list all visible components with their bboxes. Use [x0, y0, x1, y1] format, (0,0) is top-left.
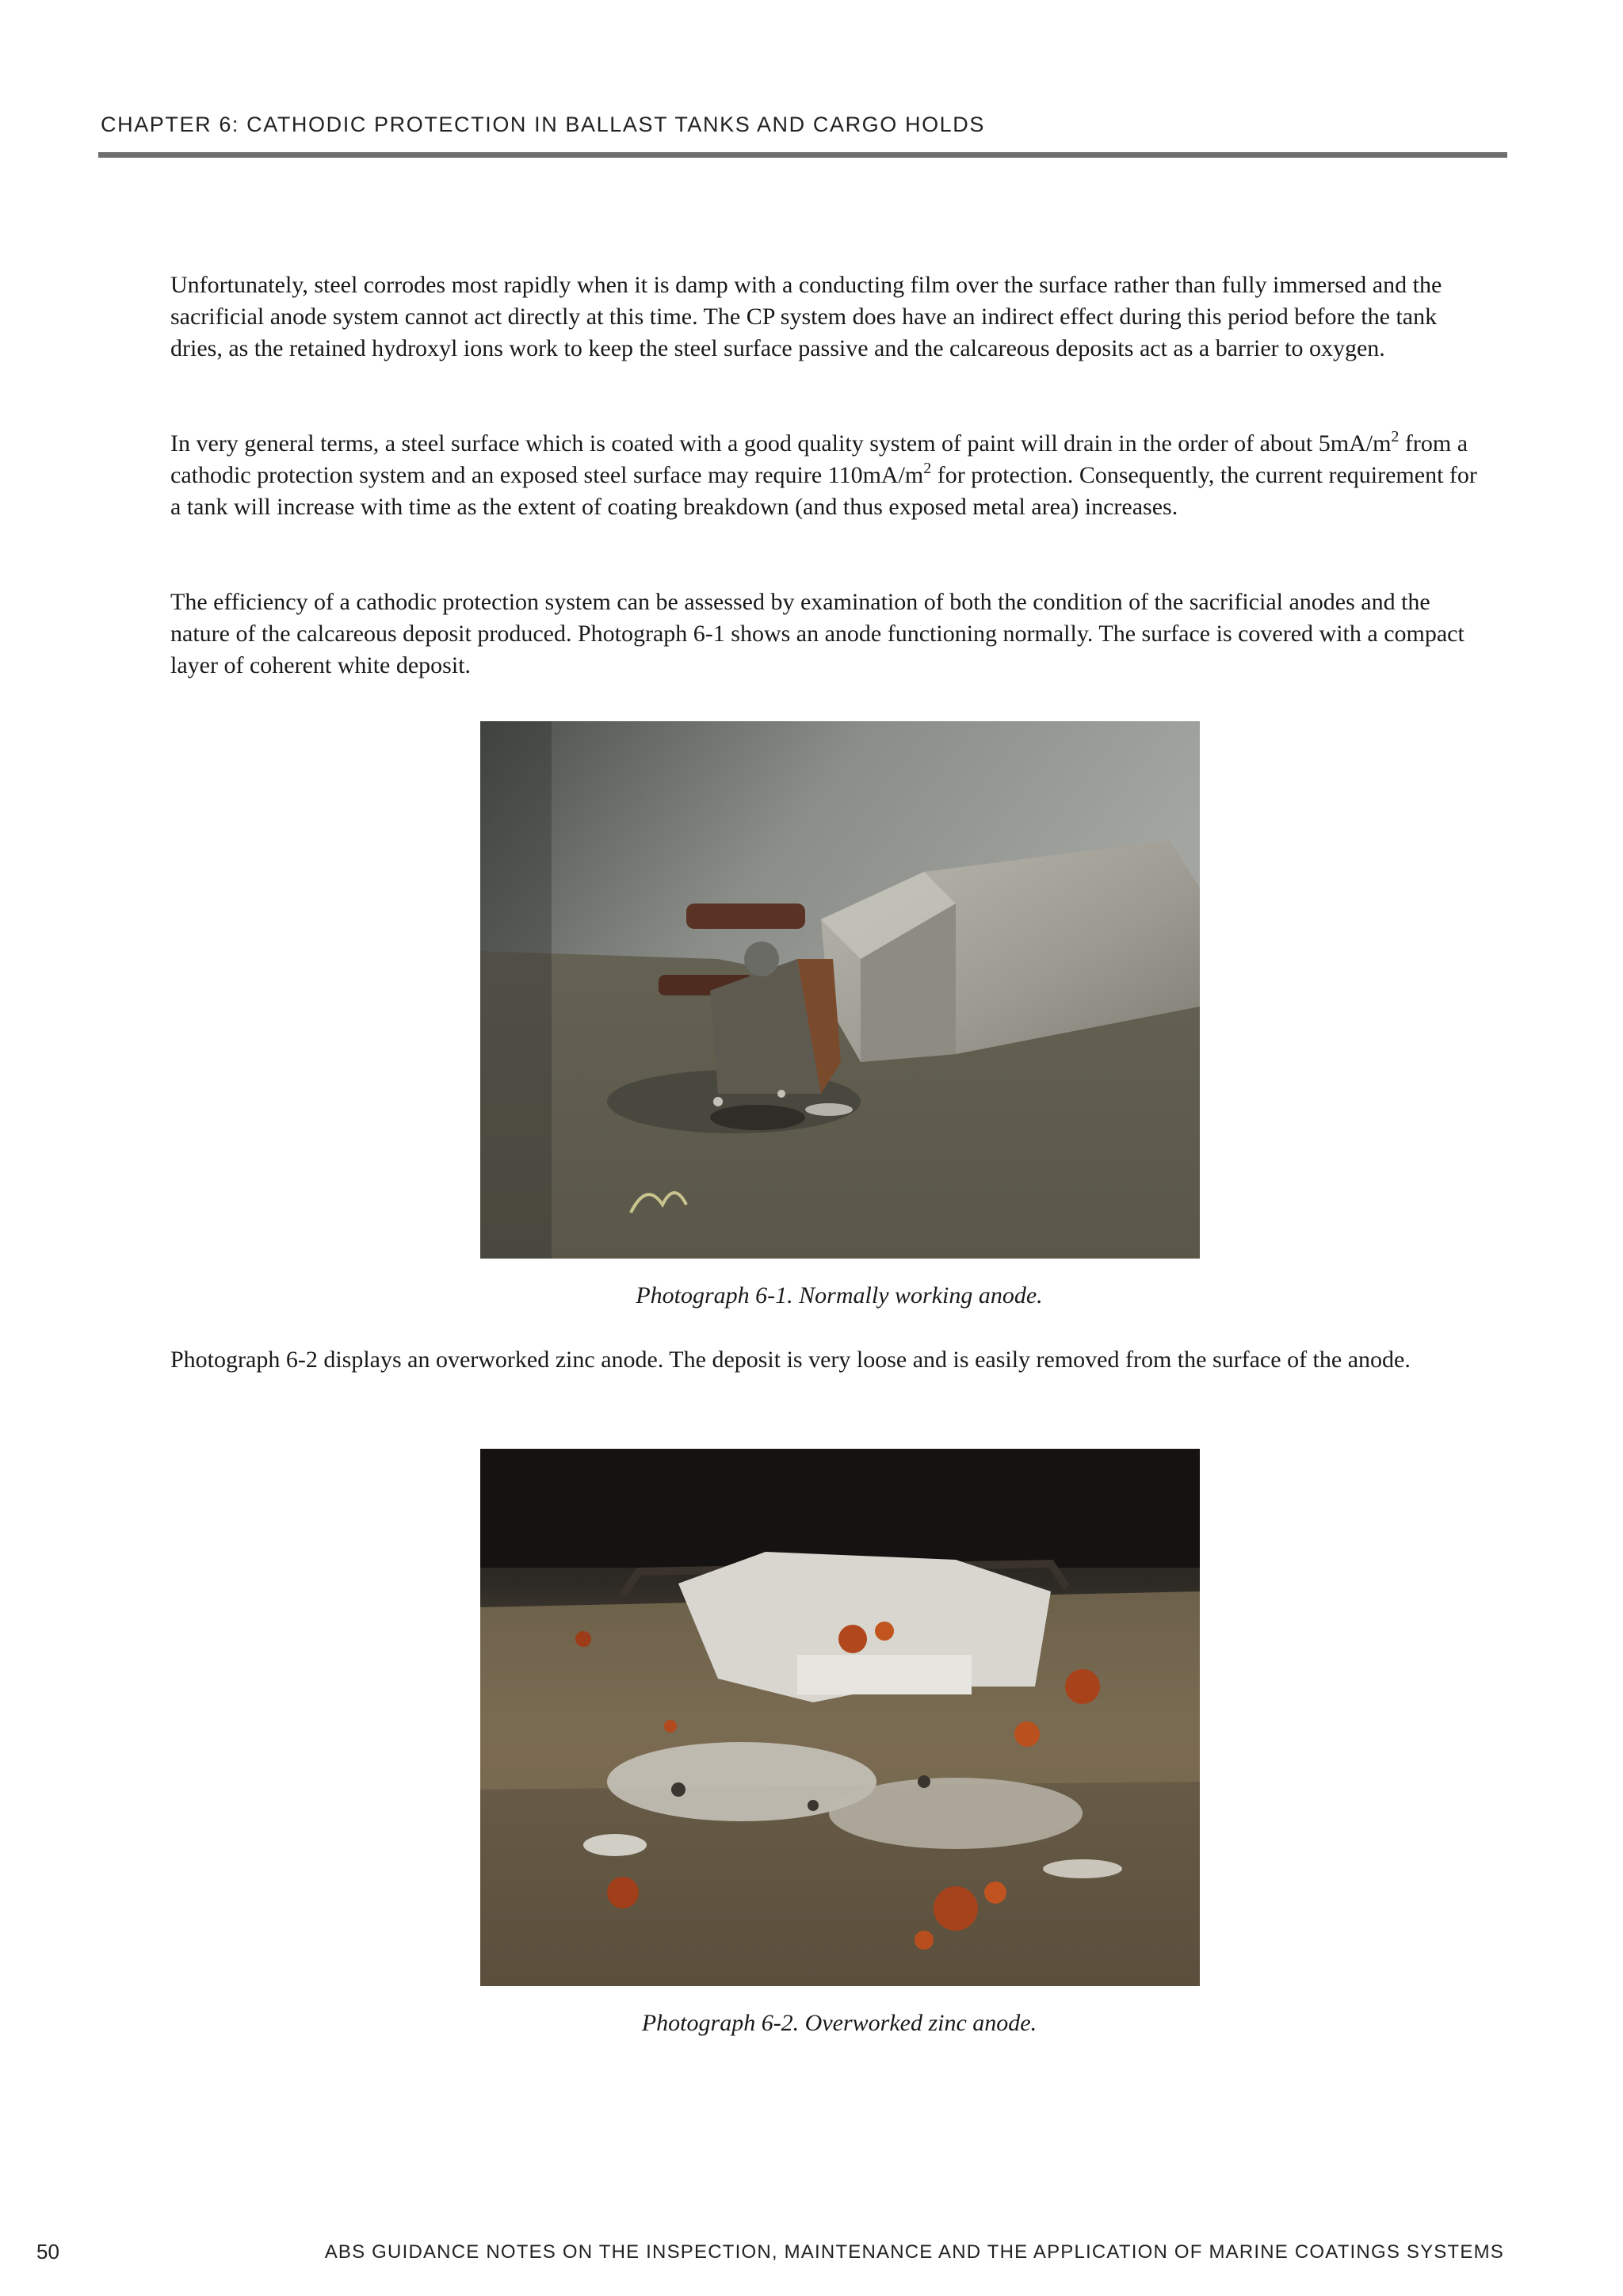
paragraph-2-part-3: for protection. Consequently, the current requirement for a tank will increase with time as the extent of coating breakdown (and thus exposed metal area) increases.: [170, 462, 1477, 520]
paragraph-1: Unfortunately, steel corrodes most rapidly when it is damp with a conducting film over the surface rather than fully immersed and the sacrificial anode system cannot act directly at this time. The CP system does have an indirect effect during this period before the tank dries, as the retained hydroxyl ions work to keep the steel surface passive and the calcareous deposits act as a barrier to oxygen.: [170, 272, 1442, 361]
chapter-title: CHAPTER 6: CATHODIC PROTECTION IN BALLAST TANKS AND CARGO HOLDS: [101, 113, 985, 136]
publication-title: ABS GUIDANCE NOTES ON THE INSPECTION, MAINTENANCE AND THE APPLICATION OF MARINE COATINGS SYSTEMS: [324, 2241, 1504, 2263]
photograph-6-2: [480, 1449, 1200, 1986]
paragraph-4: Photograph 6-2 displays an overworked zinc anode. The deposit is very loose and is easily removed from the surface of the anode.: [170, 1347, 1411, 1373]
page-number: 50: [36, 2240, 59, 2264]
paragraph-2: [170, 428, 1486, 523]
superscript-2: 2: [923, 460, 932, 477]
paragraph-2-part-2: from a cathodic protection system and an exposed steel surface may require 110mA/m: [170, 430, 1468, 488]
photograph-6-2-caption: Photograph 6-2. Overworked zinc anode.: [641, 2010, 1037, 2036]
header-rule: [98, 152, 1507, 158]
paragraph-3: The efficiency of a cathodic protection system can be assessed by examination of both the condition of the sacrificial anodes and the nature of the calcareous deposit produced. Photograph 6-1 shows an anode functioning normally. The surface is covered with a compact layer of coherent white deposit.: [170, 589, 1465, 678]
photograph-6-1: [480, 721, 1200, 1259]
photograph-6-1-caption: Photograph 6-1. Normally working anode.: [636, 1282, 1043, 1308]
paragraph-2-part-1: In very general terms, a steel surface which is coated with a good quality system of paint will drain in the order of about 5mA/m: [170, 430, 1392, 457]
superscript-2: 2: [1391, 428, 1400, 445]
